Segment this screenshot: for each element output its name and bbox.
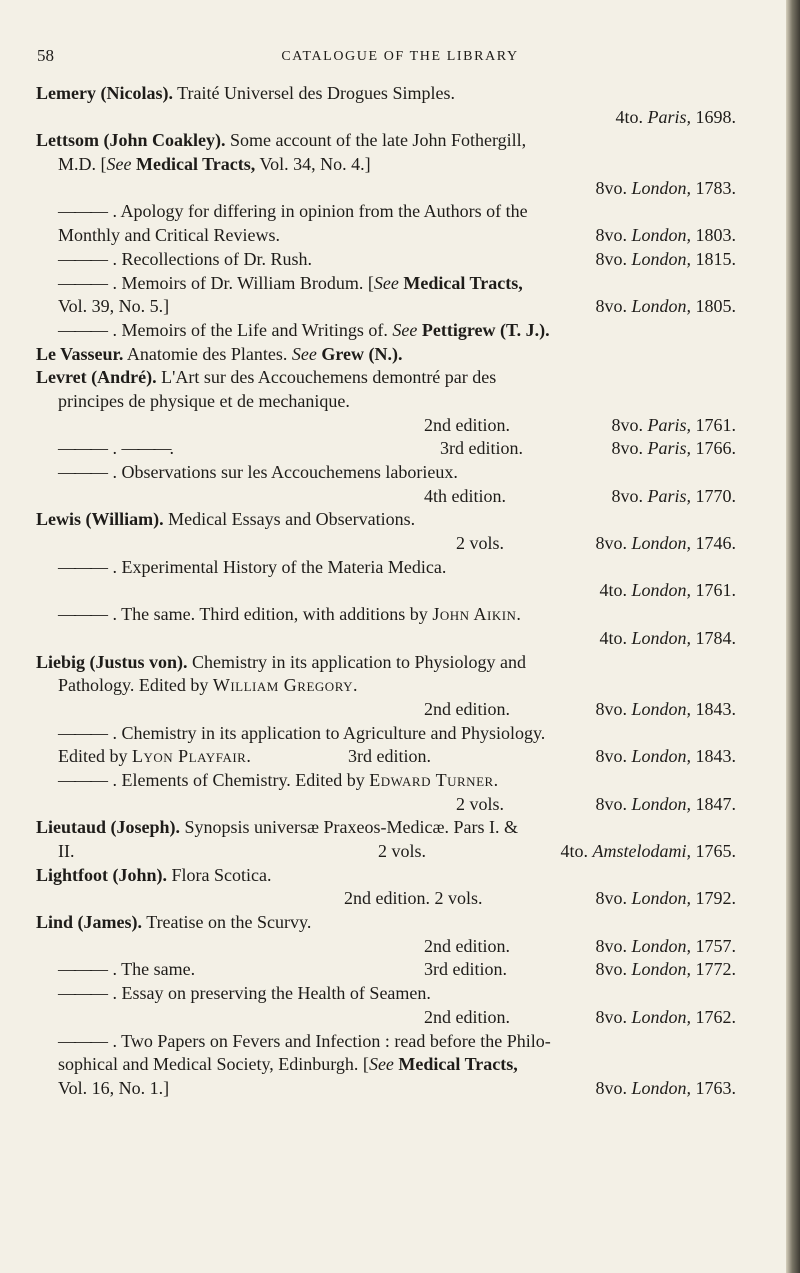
entry-place: London,: [631, 1077, 691, 1098]
entry-title-cont: Pathology. Edited by: [58, 675, 209, 696]
entry-imprint: [595, 248, 736, 272]
entry-line: [36, 958, 736, 982]
entry-place: London,: [631, 177, 691, 198]
entry-reference: Pettigrew (T. J.).: [421, 319, 550, 340]
entry-edition: 2nd edition. 2 vols.: [344, 888, 483, 909]
entry-reference: Medical Tracts,: [398, 1054, 518, 1075]
entry-line: [36, 911, 736, 935]
entry-title: Flora Scotica.: [171, 864, 272, 885]
entry-title: . Memoirs of Dr. William Brodum. [: [112, 272, 374, 293]
entry-title: Some account of the late John Fothergill,: [230, 130, 527, 151]
entry-line: [36, 82, 736, 106]
entry-author: Lettsom (John Coakley).: [36, 130, 226, 151]
entry-year: 1761.: [695, 580, 736, 601]
entry-place: London,: [631, 533, 691, 554]
entry-title: . Memoirs of the Life and Writings of.: [112, 319, 388, 340]
entry-reference: Medical Tracts,: [403, 272, 523, 293]
entry-format: 8vo.: [595, 1077, 627, 1098]
entry-format: 8vo.: [595, 935, 627, 956]
entry-line: [36, 698, 736, 722]
entry-title: . The same. Third edition, with additions by: [112, 604, 428, 625]
entry-title-cont: Vol. 16, No. 1.]: [58, 1077, 170, 1098]
entry-format: 8vo.: [595, 533, 627, 554]
entry-line: [36, 248, 736, 272]
entry-year: 1805.: [695, 296, 736, 317]
entry-year: 1761.: [695, 414, 736, 435]
entry-year: 1792.: [695, 888, 736, 909]
entry-title: . Experimental History of the Materia Medica.: [112, 556, 447, 577]
entry-line: [36, 508, 736, 532]
entry-format: 8vo.: [595, 296, 627, 317]
entry-imprint: [595, 532, 736, 556]
entry-line: [36, 579, 736, 603]
entry-format: 8vo.: [595, 225, 627, 246]
entry-place: London,: [631, 1006, 691, 1027]
entry-imprint: [560, 840, 736, 864]
entry-title: . Essay on preserving the Health of Seamen.: [112, 983, 431, 1004]
entry-title: . Observations sur les Accouchemens laborieux.: [112, 462, 458, 482]
entry-year: 1843.: [695, 698, 736, 719]
entry-title: . The same.: [112, 959, 196, 980]
entry-imprint: [615, 106, 736, 130]
entry-author: Lieutaud (Joseph).: [36, 817, 181, 838]
entry-place: Paris,: [647, 414, 691, 435]
entry-author: Le Vasseur.: [36, 343, 124, 364]
entry-edition: 2nd edition.: [424, 414, 510, 435]
entry-author: Lewis (William).: [36, 509, 164, 530]
entry-title: . Chemistry in its application to Agriculture and Physiology.: [112, 722, 546, 743]
entry-year: 1784.: [695, 627, 736, 648]
entry-year: 1766.: [695, 438, 736, 459]
entry-edition: 3rd edition.: [348, 746, 431, 767]
entry-line: [36, 1077, 736, 1101]
catalogue-entries: [36, 82, 736, 1101]
entry-imprint: [595, 295, 736, 319]
entry-imprint: [595, 887, 736, 911]
entry-editor: William Gregory.: [212, 675, 359, 696]
entry-year: 1698.: [695, 106, 736, 127]
entry-title-cont: principes de physique et de mechanique.: [58, 390, 350, 411]
entry-title: . Elements of Chemistry. Edited by: [112, 769, 365, 790]
entry-format: 8vo.: [611, 414, 643, 435]
entry-author: Lind (James).: [36, 912, 143, 933]
entry-year: 1772.: [695, 959, 736, 980]
entry-line: [36, 1006, 736, 1030]
entry-line: [36, 177, 736, 201]
entry-edition: 2nd edition.: [424, 1006, 510, 1027]
entry-place: Paris,: [647, 106, 691, 127]
entry-line: [36, 935, 736, 959]
entry-year: 1815.: [695, 248, 736, 269]
entry-line: [36, 153, 736, 177]
entry-line: [36, 272, 736, 296]
entry-imprint: [611, 437, 736, 461]
entry-imprint: [595, 177, 736, 201]
entry-imprint: [595, 1006, 736, 1030]
entry-place: London,: [631, 959, 691, 980]
entry-see: See: [291, 343, 317, 364]
entry-dashes: .: [112, 438, 117, 459]
entry-format: 4to.: [615, 106, 643, 127]
entry-year: 1843.: [695, 746, 736, 767]
entry-line: [36, 414, 736, 438]
entry-author: Lightfoot (John).: [36, 864, 168, 885]
entry-reference: Grew (N.).: [321, 343, 403, 364]
page-number: 58: [37, 46, 54, 65]
entry-edition: 3rd edition.: [424, 959, 507, 980]
entry-place: Amstelodami,: [592, 841, 691, 861]
entry-format: 8vo.: [595, 698, 627, 719]
entry-year: 1765.: [695, 841, 736, 861]
entry-see: See: [368, 1054, 394, 1075]
entry-edition: 2 vols.: [456, 533, 505, 554]
entry-year: 1783.: [695, 177, 736, 198]
entry-line: [36, 603, 736, 627]
entry-see: See: [392, 319, 418, 340]
entry-line: [36, 485, 736, 509]
entry-year: 1763.: [695, 1077, 736, 1098]
entry-place: London,: [631, 225, 691, 246]
entry-line: [36, 437, 736, 461]
entry-imprint: [595, 958, 736, 982]
entry-imprint: [595, 745, 736, 769]
entry-line: [36, 627, 736, 651]
entry-edition: 2nd edition.: [424, 935, 510, 956]
entry-year: 1762.: [695, 1006, 736, 1027]
entry-line: [36, 887, 736, 911]
running-head: CATALOGUE OF THE LIBRARY: [281, 49, 519, 64]
entry-line: [36, 864, 736, 888]
entry-place: London,: [631, 746, 691, 767]
entry-line: [36, 295, 736, 319]
entry-line: [36, 390, 736, 414]
entry-place: London,: [631, 296, 691, 317]
entry-see: See: [373, 272, 399, 293]
entry-format: 8vo.: [595, 888, 627, 909]
entry-dashes: .: [169, 438, 174, 459]
entry-title-cont: M.D. [: [58, 154, 107, 175]
entry-year: 1757.: [695, 935, 736, 956]
entry-line: [36, 366, 736, 390]
entry-title: . Recollections of Dr. Rush.: [112, 248, 312, 269]
entry-imprint: [595, 698, 736, 722]
entry-place: London,: [631, 935, 691, 956]
entry-place: London,: [631, 793, 691, 814]
entry-imprint: [595, 224, 736, 248]
entry-format: 8vo.: [595, 177, 627, 198]
entry-imprint: [611, 414, 736, 438]
entry-line: [36, 556, 736, 580]
entry-reference-tail: Vol. 34, No. 4.]: [259, 154, 371, 175]
entry-imprint: [599, 579, 736, 603]
entry-imprint: [611, 485, 736, 509]
entry-reference: Medical Tracts,: [135, 154, 256, 175]
entry-year: 1746.: [695, 533, 736, 554]
entry-title: L'Art sur des Accouchemens demontré par des: [161, 367, 497, 388]
entry-title-cont: Edited by: [58, 746, 128, 767]
entry-title: Synopsis universæ Praxeos-Medicæ. Pars I. &: [184, 817, 519, 838]
entry-author: Lemery (Nicolas).: [36, 83, 173, 103]
entry-title: Treatise on the Scurvy.: [146, 912, 312, 933]
entry-line: [36, 651, 736, 675]
entry-format: 8vo.: [595, 248, 627, 269]
entry-format: 8vo.: [611, 438, 643, 459]
entry-editor: John Aikin.: [432, 604, 522, 625]
entry-title: Chemistry in its application to Physiology and: [192, 651, 527, 672]
entry-edition: 3rd edition.: [440, 438, 523, 459]
entry-year: 1770.: [695, 485, 736, 506]
entry-line: [36, 982, 736, 1006]
entry-format: 8vo.: [595, 793, 627, 814]
entry-line: [36, 1053, 736, 1077]
entry-edition: 2 vols.: [378, 841, 427, 861]
entry-place: London,: [631, 698, 691, 719]
entry-place: London,: [631, 580, 691, 601]
entry-edition: 2nd edition.: [424, 698, 510, 719]
entry-title-cont: Monthly and Critical Reviews.: [58, 225, 280, 246]
entry-title: Medical Essays and Observations.: [168, 509, 416, 530]
book-edge-shadow: [786, 0, 800, 1273]
entry-line: [36, 840, 736, 864]
entry-line: [36, 793, 736, 817]
entry-imprint: [599, 627, 736, 651]
entry-line: [36, 816, 736, 840]
entry-line: [36, 461, 736, 485]
entry-editor: Edward Turner.: [369, 769, 499, 790]
entry-imprint: [595, 793, 736, 817]
entry-format: 8vo.: [595, 959, 627, 980]
entry-line: [36, 674, 736, 698]
entry-format: 8vo.: [595, 1006, 627, 1027]
entry-format: 4to.: [599, 580, 627, 601]
entry-line: [36, 1030, 736, 1054]
entry-line: [36, 106, 736, 130]
entry-place: Paris,: [647, 438, 691, 459]
entry-edition: 4th edition.: [424, 485, 506, 506]
entry-title-cont: Vol. 39, No. 5.]: [58, 296, 170, 317]
entry-imprint: [595, 1077, 736, 1101]
entry-line: [36, 343, 736, 367]
entry-line: [36, 224, 736, 248]
entry-line: [36, 319, 736, 343]
entry-place: London,: [631, 627, 691, 648]
entry-line: [36, 745, 736, 769]
entry-line: [36, 532, 736, 556]
entry-format: 8vo.: [611, 485, 643, 506]
entry-format: 4to.: [599, 627, 627, 648]
entry-place: Paris,: [647, 485, 691, 506]
entry-line: [36, 200, 736, 224]
entry-author: Liebig (Justus von).: [36, 651, 188, 672]
entry-author: Levret (André).: [36, 367, 157, 388]
entry-dash-mark: ———: [121, 438, 170, 459]
entry-edition: 2 vols.: [456, 793, 505, 814]
entry-imprint: [595, 935, 736, 959]
entry-line: [36, 129, 736, 153]
entry-format: 4to.: [560, 841, 588, 861]
entry-title: Traité Universel des Drogues Simples.: [177, 83, 455, 103]
entry-title: . Apology for differing in opinion from the Authors of the: [112, 201, 528, 222]
entry-line: [36, 722, 736, 746]
entry-title-cont: sophical and Medical Society, Edinburgh. [: [58, 1054, 369, 1075]
entry-place: London,: [631, 888, 691, 909]
entry-title: . Two Papers on Fevers and Infection : read before the Philo-: [112, 1030, 551, 1051]
entry-format: 8vo.: [595, 746, 627, 767]
entry-editor: Lyon Playfair.: [132, 746, 252, 767]
entry-title-cont: II.: [58, 841, 75, 861]
entry-place: London,: [631, 248, 691, 269]
entry-year: 1847.: [695, 793, 736, 814]
entry-line: [36, 769, 736, 793]
entry-title: Anatomie des Plantes.: [126, 343, 288, 364]
entry-year: 1803.: [695, 225, 736, 246]
entry-see: See: [106, 154, 132, 175]
